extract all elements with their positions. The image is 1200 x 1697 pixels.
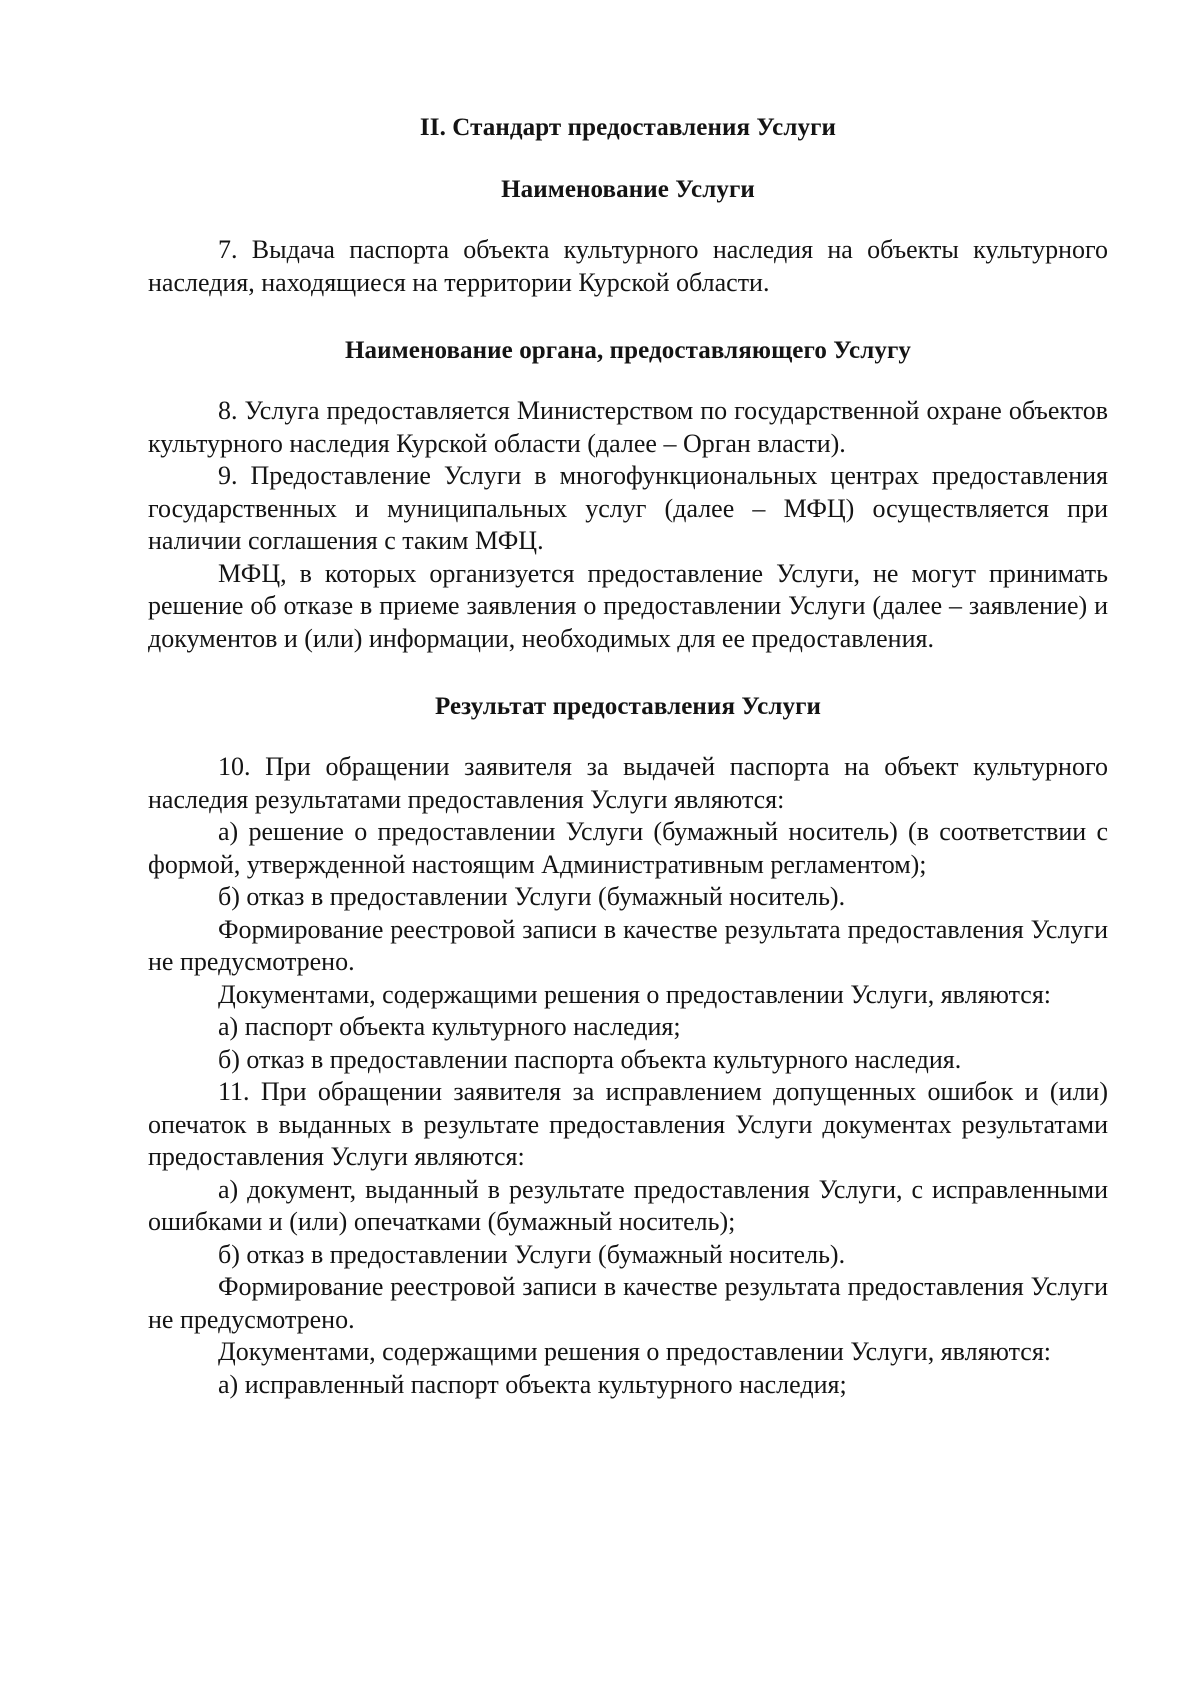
heading-service-result: Результат предоставления Услуги: [434, 693, 822, 720]
paragraph-9: 9. Предоставление Услуги в многофункциональных центрах предоставления государственных и муниципальных услуг (далее – МФЦ) осуществляется при наличии соглашения с таким МФЦ.: [148, 461, 1108, 555]
paragraph-10-a: а) решение о предоставлении Услуги (бумажный носитель) (в соответствии с формой, утвержденной настоящим Административным регламентом);: [148, 817, 1108, 879]
paragraph-10-registry: Формирование реестровой записи в качестве результата предоставления Услуги не предусмотрено.: [148, 914, 1108, 976]
paragraph-10-doc-b: б) отказ в предоставлении паспорта объекта культурного наследия.: [218, 1044, 962, 1074]
paragraph-11-registry: Формирование реестровой записи в качестве результата предоставления Услуги не предусмотрено.: [148, 1272, 1108, 1334]
paragraph-8: 8. Услуга предоставляется Министерством по государственной охране объектов культурного наследия Курской области (далее – Орган власти).: [148, 396, 1108, 458]
heading-service-authority: Наименование органа, предоставляющего Услугу: [344, 337, 911, 364]
paragraph-mfc: МФЦ, в которых организуется предоставление Услуги, не могут принимать решение об отказе в приеме заявления о предоставлении Услуги (далее – заявление) и документов и (или) информации, необходимых для ее предоставления.: [148, 558, 1108, 653]
paragraph-10-doc-a: а) паспорт объекта культурного наследия;: [218, 1012, 681, 1041]
paragraph-10: 10. При обращении заявителя за выдачей паспорта на объект культурного наследия результатами предоставления Услуги являются:: [148, 752, 1108, 814]
paragraph-7: 7. Выдача паспорта объекта культурного наследия на объекты культурного наследия, находящиеся на территории Курской области.: [148, 235, 1108, 297]
paragraph-11-a: а) документ, выданный в результате предоставления Услуги, с исправленными ошибками и (или) опечатками (бумажный носитель);: [148, 1174, 1108, 1236]
heading-service-name: Наименование Услуги: [501, 176, 755, 203]
paragraph-11-b: б) отказ в предоставлении Услуги (бумажный носитель).: [218, 1239, 846, 1269]
paragraph-11-documents: Документами, содержащими решения о предоставлении Услуги, являются:: [218, 1337, 1052, 1366]
paragraph-11: 11. При обращении заявителя за исправлением допущенных ошибок и (или) опечаток в выданных в результате предоставления Услуги документах результатами предоставления Услуги являются:: [148, 1077, 1108, 1171]
paragraph-10-b: б) отказ в предоставлении Услуги (бумажный носитель).: [218, 882, 846, 911]
document-body: [148, 112, 1108, 1401]
paragraph-11-doc-a: а) исправленный паспорт объекта культурного наследия;: [218, 1369, 847, 1399]
paragraph-10-documents: Документами, содержащими решения о предоставлении Услуги, являются:: [218, 979, 1052, 1009]
section-title: II. Стандарт предоставления Услуги: [419, 114, 837, 141]
